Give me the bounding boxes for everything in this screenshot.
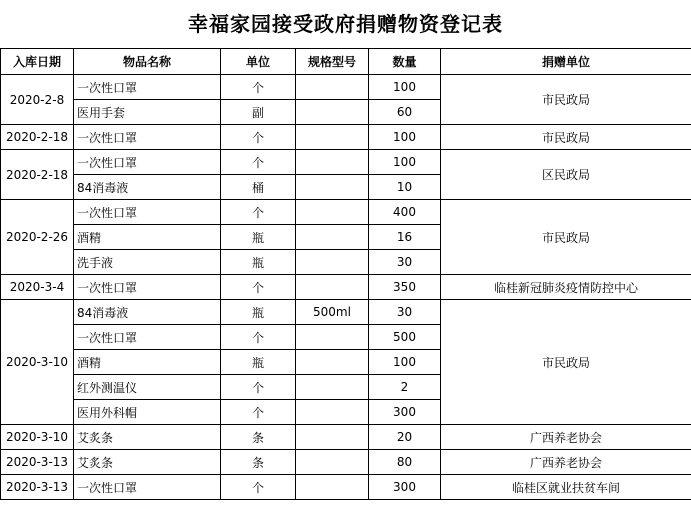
cell-spec[interactable]: [296, 175, 369, 200]
cell-unit[interactable]: 个: [221, 125, 296, 150]
cell-unit[interactable]: 个: [221, 475, 296, 500]
cell-item-name[interactable]: 一次性口罩: [74, 275, 221, 300]
cell-quantity[interactable]: 10: [369, 175, 441, 200]
cell-unit[interactable]: 条: [221, 450, 296, 475]
cell-unit[interactable]: 个: [221, 150, 296, 175]
cell-unit[interactable]: 个: [221, 400, 296, 425]
cell-unit[interactable]: 个: [221, 200, 296, 225]
table-row: [1, 200, 691, 225]
cell-item-name[interactable]: 洗手液: [74, 250, 221, 275]
cell-spec[interactable]: [296, 425, 369, 450]
cell-item-name[interactable]: 红外测温仪: [74, 375, 221, 400]
cell-date[interactable]: 2020-2-18: [1, 125, 74, 150]
cell-quantity[interactable]: 2: [369, 375, 441, 400]
cell-quantity[interactable]: 400: [369, 200, 441, 225]
cell-unit[interactable]: 副: [221, 100, 296, 125]
cell-donor[interactable]: 区民政局: [441, 150, 691, 200]
cell-item-name[interactable]: 酒精: [74, 350, 221, 375]
cell-item-name[interactable]: 酒精: [74, 225, 221, 250]
header-date[interactable]: 入库日期: [1, 49, 74, 75]
cell-quantity[interactable]: 350: [369, 275, 441, 300]
cell-item-name[interactable]: 医用外科帽: [74, 400, 221, 425]
cell-item-name[interactable]: 一次性口罩: [74, 75, 221, 100]
cell-unit[interactable]: 桶: [221, 175, 296, 200]
cell-quantity[interactable]: 30: [369, 300, 441, 325]
cell-spec[interactable]: [296, 75, 369, 100]
cell-spec[interactable]: [296, 325, 369, 350]
cell-donor[interactable]: 广西养老协会: [441, 450, 691, 475]
header-spec[interactable]: 规格型号: [296, 49, 369, 75]
table-row: [1, 75, 691, 100]
cell-item-name[interactable]: 84消毒液: [74, 300, 221, 325]
cell-date[interactable]: 2020-3-13: [1, 475, 74, 500]
cell-item-name[interactable]: 84消毒液: [74, 175, 221, 200]
cell-spec[interactable]: [296, 375, 369, 400]
cell-spec[interactable]: [296, 125, 369, 150]
cell-donor[interactable]: 广西养老协会: [441, 425, 691, 450]
table-row: [1, 475, 691, 500]
cell-unit[interactable]: 瓶: [221, 250, 296, 275]
table-row: [1, 150, 691, 175]
cell-donor[interactable]: 临桂新冠肺炎疫情防控中心: [441, 275, 691, 300]
cell-quantity[interactable]: 20: [369, 425, 441, 450]
cell-spec[interactable]: [296, 150, 369, 175]
cell-unit[interactable]: 个: [221, 375, 296, 400]
header-donor[interactable]: 捐赠单位: [441, 49, 691, 75]
header-row: [1, 49, 691, 75]
cell-donor[interactable]: 临桂区就业扶贫车间: [441, 475, 691, 500]
cell-spec[interactable]: 500ml: [296, 300, 369, 325]
cell-spec[interactable]: [296, 250, 369, 275]
cell-item-name[interactable]: 一次性口罩: [74, 200, 221, 225]
cell-donor[interactable]: 市民政局: [441, 200, 691, 275]
table-row: [1, 275, 691, 300]
cell-quantity[interactable]: 80: [369, 450, 441, 475]
cell-spec[interactable]: [296, 225, 369, 250]
cell-spec[interactable]: [296, 350, 369, 375]
cell-date[interactable]: 2020-2-18: [1, 150, 74, 200]
cell-spec[interactable]: [296, 450, 369, 475]
cell-date[interactable]: 2020-2-26: [1, 200, 74, 275]
cell-unit[interactable]: 个: [221, 275, 296, 300]
header-quantity[interactable]: 数量: [369, 49, 441, 75]
cell-date[interactable]: 2020-3-10: [1, 300, 74, 425]
cell-spec[interactable]: [296, 400, 369, 425]
cell-spec[interactable]: [296, 275, 369, 300]
cell-unit[interactable]: 瓶: [221, 300, 296, 325]
table-row: [1, 300, 691, 325]
cell-item-name[interactable]: 一次性口罩: [74, 150, 221, 175]
cell-donor[interactable]: 市民政局: [441, 125, 691, 150]
cell-date[interactable]: 2020-3-13: [1, 450, 74, 475]
cell-quantity[interactable]: 500: [369, 325, 441, 350]
cell-quantity[interactable]: 30: [369, 250, 441, 275]
cell-unit[interactable]: 瓶: [221, 225, 296, 250]
cell-unit[interactable]: 个: [221, 75, 296, 100]
table-row: [1, 450, 691, 475]
cell-quantity[interactable]: 100: [369, 150, 441, 175]
header-unit[interactable]: 单位: [221, 49, 296, 75]
cell-quantity[interactable]: 300: [369, 400, 441, 425]
cell-item-name[interactable]: 艾炙条: [74, 450, 221, 475]
cell-unit[interactable]: 个: [221, 325, 296, 350]
cell-quantity[interactable]: 100: [369, 75, 441, 100]
cell-quantity[interactable]: 60: [369, 100, 441, 125]
cell-date[interactable]: 2020-2-8: [1, 75, 74, 125]
cell-item-name[interactable]: 一次性口罩: [74, 325, 221, 350]
cell-date[interactable]: 2020-3-4: [1, 275, 74, 300]
cell-unit[interactable]: 瓶: [221, 350, 296, 375]
cell-item-name[interactable]: 一次性口罩: [74, 475, 221, 500]
cell-item-name[interactable]: 艾炙条: [74, 425, 221, 450]
cell-quantity[interactable]: 300: [369, 475, 441, 500]
cell-donor[interactable]: 市民政局: [441, 300, 691, 425]
cell-spec[interactable]: [296, 100, 369, 125]
cell-item-name[interactable]: 医用手套: [74, 100, 221, 125]
cell-quantity[interactable]: 16: [369, 225, 441, 250]
table-row: [1, 125, 691, 150]
cell-date[interactable]: 2020-3-10: [1, 425, 74, 450]
table-row: [1, 425, 691, 450]
cell-item-name[interactable]: 一次性口罩: [74, 125, 221, 150]
sheet-title: 幸福家园接受政府捐赠物资登记表: [188, 12, 503, 36]
cell-unit[interactable]: 条: [221, 425, 296, 450]
cell-quantity[interactable]: 100: [369, 125, 441, 150]
donation-table: [0, 48, 691, 500]
cell-donor[interactable]: 市民政局: [441, 75, 691, 125]
cell-spec[interactable]: [296, 200, 369, 225]
cell-spec[interactable]: [296, 475, 369, 500]
header-item-name[interactable]: 物品名称: [74, 49, 221, 75]
cell-quantity[interactable]: 100: [369, 350, 441, 375]
